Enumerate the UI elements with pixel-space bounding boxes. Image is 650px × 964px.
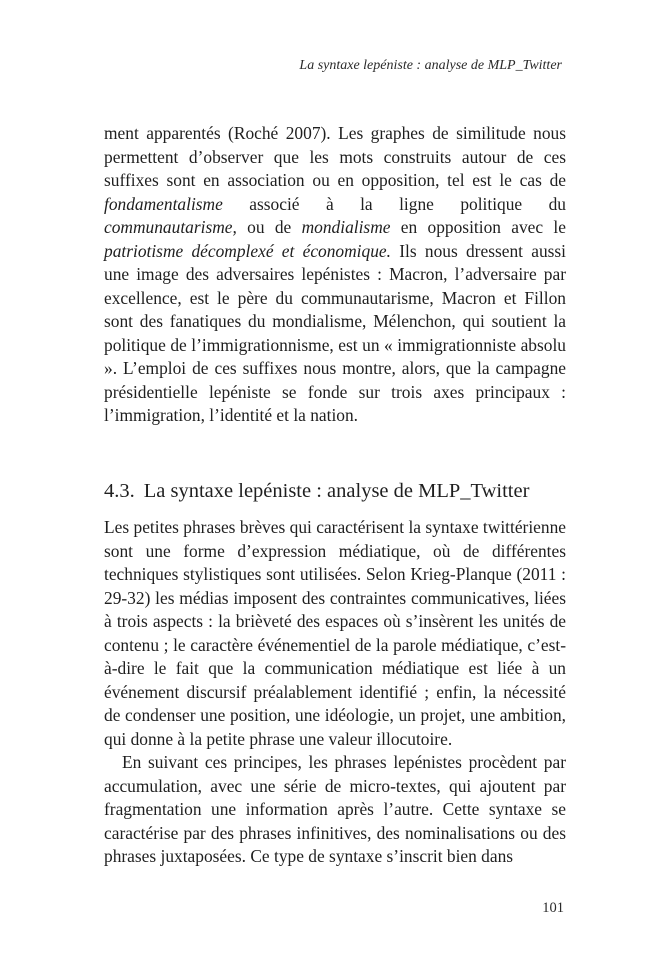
text-run: associé à la ligne politique du xyxy=(222,193,566,214)
body-text-top xyxy=(104,122,566,428)
italic-term: mondialisme xyxy=(301,217,391,237)
paragraph: En suivant ces principes, les phrases lepénistes procèdent par accumulation, avec une série de micro-textes, qui ajoutent par fragmentation une information après l’autre. Cette syntaxe se caractérise par des phrases infinitives, des nominalisations ou des phrases juxtaposées. Ce type de syntaxe s’inscrit bien dans xyxy=(104,752,566,866)
section-title: La syntaxe lepéniste : analyse de MLP_Twitter xyxy=(143,480,530,502)
italic-term: communautarisme, xyxy=(104,217,237,237)
section-number: 4.3. xyxy=(104,480,135,502)
text-run: ou de xyxy=(236,217,302,237)
text-run: Ils nous dressent aussi une image des adversaires lepénistes : Macron, l’adversaire par excellence, est le père du communautarisme, Macron et Fillon sont des fanatiques du mondialisme, Mélenchon, qui soutient la politique de l’immigrationnisme, est un « immigrationniste absolu ». L’emploi de ces suffixes nous montre, alors, que la campagne présidentielle lepéniste se fonde sur trois axes principaux : l’immigration, l’identité et la nation. xyxy=(104,240,567,425)
paragraph-continuation xyxy=(104,122,566,428)
section-heading xyxy=(104,478,566,504)
text-run: ment apparentés (Roché 2007). Les graphes de similitude nous permettent d’observer que les mots construits autour de ces suffixes sont en association ou en opposition, tel est le cas de xyxy=(104,123,566,190)
body-text-section xyxy=(104,516,566,869)
paragraph: Les petites phrases brèves qui caractérisent la syntaxe twittérienne sont une forme d’expression médiatique, où de différentes techniques stylistiques sont utilisées. Selon Krieg-Planque (2011 : 29-32) les médias imposent des contraintes communicatives, liées à trois aspects : la brièveté des espaces où s’insèrent les unités de contenu ; le caractère événementiel de la parole médiatique, c’est-à-dire le fait que la communication médiatique est liée à un événement discursif préalablement identifié ; enfin, la nécessité de condenser une position, une idéologie, un projet, une ambition, qui donne à la petite phrase une valeur illocutoire. xyxy=(104,517,566,749)
page-number: 101 xyxy=(542,900,564,916)
text-run: en opposition avec le xyxy=(390,217,566,237)
running-header: La syntaxe lepéniste : analyse de MLP_Twitter xyxy=(299,58,562,73)
italic-term: fondamentalisme xyxy=(104,193,223,214)
italic-term: patriotisme décomplexé et économique. xyxy=(104,240,391,261)
